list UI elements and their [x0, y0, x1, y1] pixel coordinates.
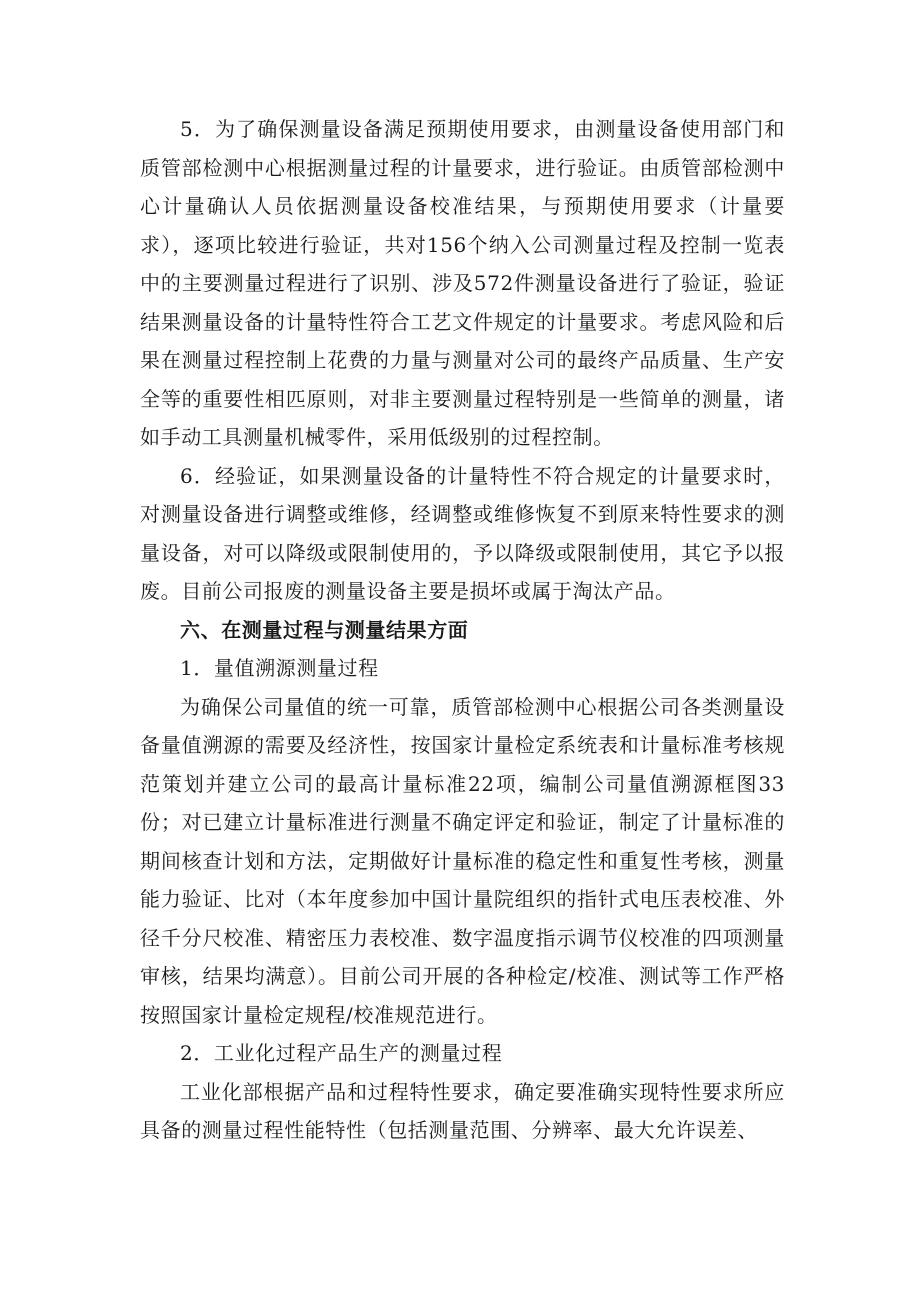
industrialization-paragraph: 工业化部根据产品和过程特性要求，确定要准确实现特性要求所应具备的测量过程性能特性（包括测量范围、分辨率、最大允许误差、 — [140, 1079, 785, 1142]
section-heading: 六、在测量过程与测量结果方面 — [180, 617, 469, 642]
subsection-heading-industrialization: 2．工业化过程产品生产的测量过程 — [180, 1041, 503, 1065]
document-page — [140, 110, 785, 1150]
paragraph-item-6: 6．经验证，如果测量设备的计量特性不符合规定的计量要求时，对测量设备进行调整或维修，经调整或维修恢复不到原来特性要求的测量设备，对可以降级或限制使用的，予以降级或限制使用，其它予以报废。目前公司报废的测量设备主要是损坏或属于淘汰产品。 — [140, 463, 785, 603]
traceability-paragraph: 为确保公司量值的统一可靠，质管部检测中心根据公司各类测量设备量值溯源的需要及经济性，按国家计量检定系统表和计量标准考核规范策划并建立公司的最高计量标准22项，编制公司量值溯源框图33份；对已建立计量标准进行测量不确定评定和验证，制定了计量标准的期间核查计划和方法，定期做好计量标准的稳定性和重复性考核，测量能力验证、比对（本年度参加中国计量院组织的指针式电压表校准、外径千分尺校准、精密压力表校准、数字温度指示调节仪校准的四项测量审核，结果均满意）。目前公司开展的各种检定/校准、测试等工作严格按照国家计量检定规程/校准规范进行。 — [140, 694, 785, 1027]
paragraph-item-5: 5．为了确保测量设备满足预期使用要求，由测量设备使用部门和质管部检测中心根据测量过程的计量要求，进行验证。由质管部检测中心计量确认人员依据测量设备校准结果，与预期使用要求（计量要求），逐项比较进行验证，共对156个纳入公司测量过程及控制一览表中的主要测量过程进行了识别、涉及572件测量设备进行了验证，验证结果测量设备的计量特性符合工艺文件规定的计量要求。考虑风险和后果在测量过程控制上花费的力量与测量对公司的最终产品质量、生产安全等的重要性相匹原则，对非主要测量过程特别是一些简单的测量，诸如手动工具测量机械零件，采用低级别的过程控制。 — [140, 117, 785, 449]
subsection-heading-traceability: 1．量值溯源测量过程 — [180, 656, 379, 680]
